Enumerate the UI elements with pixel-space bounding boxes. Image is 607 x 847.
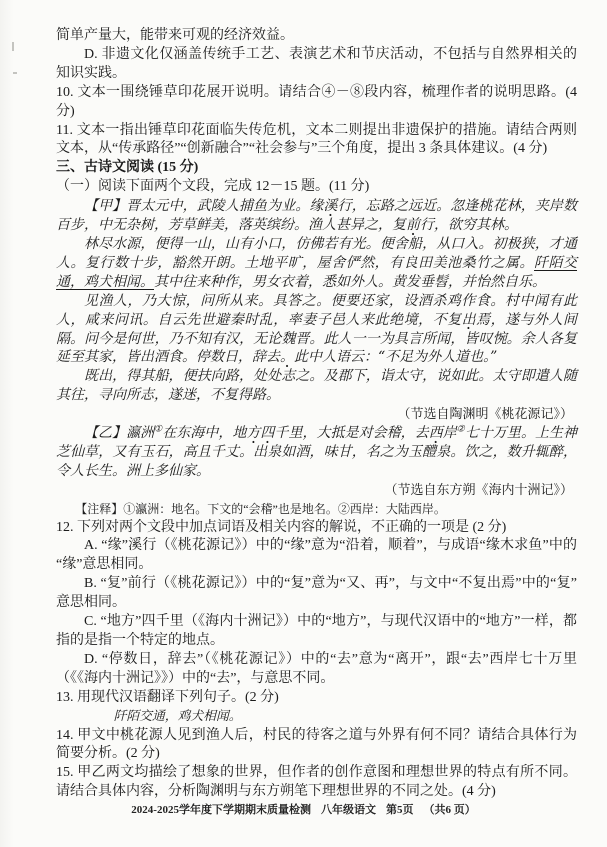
passage-segment: 溪行，忘路之远近。忽逢桃花林，夹岸数百步，中无杂树，芳草鲜美，落英缤纷。渔人甚异之，	[56, 198, 578, 234]
passage-segment: 在东海中，	[162, 425, 233, 442]
question-15: 15. 甲乙两文均描绘了想象的世界，但作者的创作意图和理想世界的特点有所不同。请结合具体内容，分析陶渊明与东方朔笔下理想世界的不同之处。(4 分)	[56, 765, 577, 800]
question-13-sentence: 阡陌交通，鸡犬相闻。	[113, 708, 242, 724]
footer-page-number: 第5页	[385, 804, 414, 816]
dotted-char: 复	[392, 217, 406, 234]
passage-segment: 。此中人语云：“不足为外人道也。”	[280, 349, 498, 366]
dotted-char: 去	[266, 349, 280, 366]
question-12-option-a: A. “缘”溪行（《桃花源记》）中的“缘”意为“沿着，顺着”，与成语“缘木求鱼”中的“缘”意思相同。	[56, 538, 577, 573]
option-d-previous-question: D. 非遗文化仅涵盖传统手工艺、表演艺术和节庆活动，不包括与自然界相关的知识实践。	[56, 46, 577, 81]
passage-yi-paragraph-1	[56, 424, 577, 481]
passage-segment: 前行，欲穷其林。	[406, 217, 518, 234]
footnotes-line: 【注释】①瀛洲：地名。下文的“会稽”也是地名。②西岸：大陆西岸。	[75, 501, 446, 516]
passage-jia-paragraph-2	[56, 235, 577, 292]
passage-jia-source: （节选自陶渊明《桃花源记》）	[397, 406, 573, 422]
dotted-char: 缘	[309, 198, 324, 215]
dotted-char: 方	[246, 425, 261, 442]
passage-jia-paragraph-4: 既出，得其船，便扶向路，处处志之。及郡下，诣太守，说如此。太守即遣人随其往，寻向所志，遂迷，不复得路。	[56, 368, 577, 404]
footer-subject: 八年级语文	[320, 804, 376, 816]
passage-segment: 林尽水源，便得一山，山有小口，仿佛若有光。便舍船，从口入。初极狭，才通人。复行数十步，豁然开朗。土地平旷，屋舍俨然，有良田美池桑竹之属。	[56, 235, 577, 271]
dotted-char: 地	[232, 425, 247, 442]
passage-jia-paragraph-1	[56, 197, 577, 235]
question-12-option-c: C. “地方”四千里（《海内十洲记》）中的“地方”，与现代汉语中的“地方”一样，都指的是指一个特定的地点。	[56, 614, 577, 648]
footer-page-total: （共6 页）	[423, 804, 476, 816]
footnote-ref-1: ①	[154, 424, 163, 435]
footer-exam-title: 2024-2025学年度下学期期末质量检测	[131, 804, 311, 816]
passage-yi-source: （节选自东方朔《海内十洲记》）	[384, 481, 573, 497]
passage-segment: 其中往来种作，男女衣着，悉如外人。黄发垂髫，并怡然自乐。	[154, 273, 546, 290]
carryover-line: 简单产量大，能带来可观的经济效益。	[56, 28, 294, 43]
page-footer	[0, 801, 607, 817]
question-10: 10. 文本一围绕锤草印花展开说明。请结合④－⑧段内容，梳理作者的说明思路。(4 分)	[56, 84, 577, 119]
passage-segment: 西岸	[428, 425, 457, 442]
passage-segment: 【甲】晋太元中，武陵人捕鱼为业。	[84, 198, 310, 215]
question-13-stem: 13. 用现代汉语翻译下列句子。(2 分)	[56, 689, 279, 705]
question-12-option-d: D. “停数日，辞去”（《桃花源记》）中的“去”意为“离开”，跟“去”西岸七十万里（《《海内十洲记》》）中的“去”，与意思不同。	[56, 651, 577, 686]
question-14: 14. 甲文中桃花源人见到渔人后，村民的待客之道与外界有何不同？请结合具体行为简要分析。(2 分)	[56, 727, 577, 762]
passage-segment: 【乙】瀛洲	[84, 425, 155, 442]
passage-jia-paragraph-3	[56, 292, 577, 368]
section-heading: 三、古诗文阅读 (15 分)	[56, 160, 199, 176]
scan-artifact	[13, 72, 17, 74]
passage-segment: 见渔人，乃大惊，问所从来。具答之。便要还家，设酒杀鸡作食。村中闻有此人，咸来问讯。自云先世避秦时乱，率妻子邑人来此绝境，不	[56, 292, 577, 328]
passage-segment: 七十万里。上生神芝仙草，又有玉石，高且千丈。出泉如酒，味甘，名之为玉醴泉。饮之，数升辄醉，令人长生。洲上多仙家。	[56, 425, 578, 479]
dotted-char: 去	[414, 425, 429, 442]
footnote-ref-2: ②	[456, 424, 465, 435]
question-12-stem: 12. 下列对两个文段中加点词语及相关内容的解说，不正确的一项是 (2 分)	[56, 519, 507, 535]
dotted-char: 复	[447, 311, 462, 328]
question-11: 11. 文本一指出锤草印花面临失传危机，文本二则提出非遗保护的措施。请结合两则文本，从“传承路径”“创新融合”“社会参与”三个角度，提出 3 条具体建议。(4 分)	[56, 122, 577, 157]
passage-segment: 出焉，遂与外人间隔。问今是何世，乃不知有汉，无论魏晋。此人一一为具言所闻，皆叹惋。余人各复延至其家，皆出酒食。停数日，辞	[56, 311, 578, 366]
passage-segment: 四千里，大抵是对会稽，	[260, 425, 415, 442]
question-12-option-b: B. “复”前行（《桃花源记》）中的“复”意为“又、再”，与文中“不复出焉”中的“复”意思相同。	[56, 576, 577, 611]
part-one-intro: （一）阅读下面两个文段，完成 12－15 题。(11 分)	[56, 179, 370, 195]
underlined-phrase: 阡陌交通，鸡犬相闻。	[56, 254, 578, 290]
scan-artifact	[12, 42, 14, 51]
page-content	[56, 27, 577, 802]
